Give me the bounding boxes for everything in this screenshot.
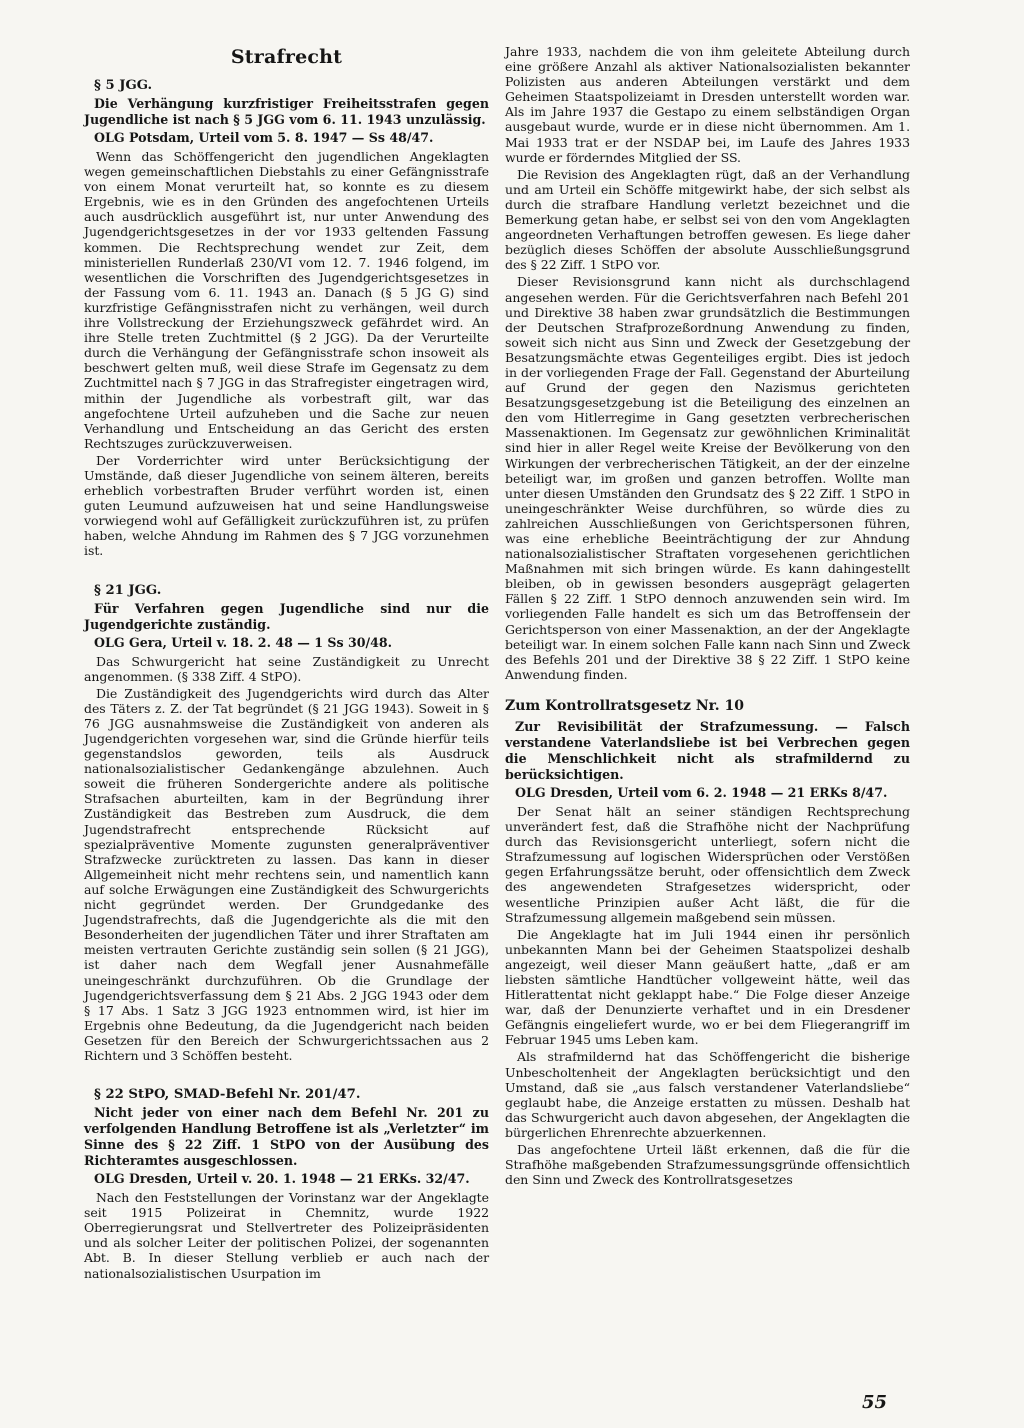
- case-heading: § 5 JGG.: [94, 78, 153, 93]
- paragraph: Der Senat hält an seiner ständigen Rechtsprechung unverändert fest, daß die Strafhöhe nicht der Nachprüfung durch das Revisionsgericht unterliegt, sofern nicht die Strafzumessung auf logischen Widersprüchen oder Verstößen gegen Erfahrungssätze beruht, oder offensichtlich dem Zweck des angewendeten Strafgesetzes widerspricht, oder wesentliche Prinzipien außer Acht läßt, die für die Strafzumessung allgemein maßgebend sein müssen.: [505, 803, 910, 925]
- section-title: Strafrecht: [230, 46, 343, 68]
- case-heading: § 22 StPO, SMAD-Befehl Nr. 201/47.: [94, 1087, 361, 1103]
- case-headnote: Die Verhängung kurzfristiger Freiheitsstrafen gegen Jugendliche ist nach § 5 JGG vom 6. 11. 1943 unzulässig.: [84, 96, 489, 127]
- case-headnote: Nicht jeder von einer nach dem Befehl Nr. 201 zu verfolgenden Handlung Betroffene ist als „Verletzter“ im Sinne des § 22 Ziff. 1 StPO von der Ausübung des Richteramtes ausgeschlossen.: [84, 1105, 489, 1169]
- page-number: 55: [862, 1392, 888, 1413]
- paragraph: Dieser Revisionsgrund kann nicht als durchschlagend angesehen werden. Für die Gerichtsverfahren nach Befehl 201 und Direktive 38 haben zwar grundsätzlich die Bestimmungen der Deutschen Strafprozeßordnung Anwendung zu finden, soweit sich nicht aus Sinn und Zweck der Gesetzgebung der Besatzungsmächte etwas Gegenteiliges ergibt. Dies ist jedoch in der vorliegenden Frage der Fall. Gegenstand der Aburteilung auf Grund der gegen den Nazismus gerichteten Besatzungsgesetzgebung ist die Beteiligung des einzelnen an den vom Hitlerregime in Gang gesetzten verbrecherischen Massenaktionen. Im Gegensatz zur gewöhnlichen Kriminalität sind hier in aller Regel weite Kreise der Bevölkerung von den Wirkungen der verbrecherischen Tätigkeit, an der der einzelne beteiligt war, im großen und ganzen betroffen. Wollte man unter diesen Umständen den Grundsatz des § 22 Ziff. 1 StPO in uneingeschränkter Weise durchführen, so würde dies zu zahlreichen Ausschließungen von Gerichtspersonen führen, was eine erhebliche Beeinträchtigung der zur Ahndung nationalsozialistischer Straftaten vorgesehenen gerichtlichen Maßnahmen mit sich bringen würde. Es kann dahingestellt bleiben, ob in gewissen besonders ausgeprägt gelagerten Fällen § 22 Ziff. 1 StPO dennoch anzuwenden sein wird. Im vorliegenden Falle handelt es sich um das Betroffensein der Gerichtsperson von einer Massenaktion, an der der Angeklagte beteiligt war. In einem solchen Falle kann nach Sinn und Zweck des Befehls 201 und der Direktive 38 § 22 Ziff. 1 StPO keine Anwendung finden.: [505, 274, 910, 682]
- left-column: [84, 46, 489, 1283]
- case-heading: § 21 JGG.: [94, 582, 162, 598]
- paragraph: Nach den Feststellungen der Vorinstanz war der Angeklagte seit 1915 Polizeirat in Chemnitz, wurde 1922 Oberregierungsrat und Stellvertreter des Polizeipräsidenten und als solcher Leiter der politischen Polizei, der sogenannten Abt. B. In dieser Stellung verblieb er auch nach der nationalsozialistischen Usurpation im: [84, 1190, 489, 1281]
- paragraph: Die Revision des Angeklagten rügt, daß an der Verhandlung und am Urteil ein Schöffe mitgewirkt habe, der sich selbst als durch die strafbare Handlung verletzt bezeichnet und die Bemerkung getan habe, er selbst sei von den vom Angeklagten angeordneten Verhaftungen betroffen gewesen. Es liege daher bezüglich dieses Schöffen der absolute Ausschließungsgrund des § 22 Ziff. 1 StPO vor.: [505, 166, 910, 273]
- case-kontrollratsgesetz: [505, 698, 910, 1187]
- paragraph: Das Schwurgericht hat seine Zuständigkeit zu Unrecht angenommen. (§ 338 Ziff. 4 StPO).: [84, 653, 489, 684]
- court-citation: OLG Dresden, Urteil vom 6. 2. 1948 — 21 ERKs 8/47.: [515, 784, 888, 800]
- case-headnote: Zur Revisibilität der Strafzumessung. — Falsch verstandene Vaterlandsliebe ist bei Verbrechen gegen die Menschlichkeit nicht als strafmildernd zu berücksichtigen.: [505, 718, 910, 782]
- court-citation: OLG Gera, Urteil v. 18. 2. 48 — 1 Ss 30/48.: [94, 634, 392, 650]
- paragraph: Wenn das Schöffengericht den jugendlichen Angeklagten wegen gemeinschaftlichen Diebstahls zu einer Gefängnisstrafe von einem Monat verurteilt hat, so konnte es zu diesem Ergebnis, wie es in den Gründen des angefochtenen Urteils auch ausdrücklich ausgeführt ist, nur unter Anwendung des Jugendgerichtsgesetzes in der vor 1933 geltenden Fassung kommen. Die Rechtsprechung wendet zur Zeit, dem ministeriellen Runderlaß 230/VI vom 12. 7. 1946 folgend, im wesentlichen die Vorschriften des Jugendgerichtsgesetzes in der Fassung vom 6. 11. 1943 an. Danach (§ 5 JG G) sind kurzfristige Gefängnisstrafen nicht zu verhängen, weil durch ihre Vollstreckung der Erziehungszweck gefährdet wird. An ihre Stelle treten Zuchtmittel (§ 2 JGG). Da der Verurteilte durch die Verhängung der Gefängnisstrafe schon insoweit als beschwert gelten muß, weil diese Strafe im Gegensatz zu dem Zuchtmittel nach § 7 JGG in das Strafregister eingetragen wird, mithin der Jugendliche als vorbestraft gilt, war das angefochtene Urteil aufzuheben und die Sache zur neuen Verhandlung und Entscheidung an das Gericht des ersten Rechtszuges zurückzuverweisen.: [84, 149, 489, 451]
- paragraph: Das angefochtene Urteil läßt erkennen, daß die für die Strafhöhe maßgebenden Strafzumessungsgründe offensichtlich den Sinn und Zweck des Kontrollratsgesetzes: [505, 1142, 910, 1188]
- case-jgg5: [84, 78, 489, 559]
- case-jgg21: [84, 583, 489, 1064]
- case-headnote: Für Verfahren gegen Jugendliche sind nur die Jugendgerichte zuständig.: [84, 600, 489, 632]
- case-stpo22: [84, 1087, 489, 1281]
- paragraph: Der Vorderrichter wird unter Berücksichtigung der Umstände, daß dieser Jugendliche von seinem älteren, bereits erheblich vorbestraften Bruder verführt worden ist, einen guten Leumund aufzuweisen hat und seine Handlungsweise vorwiegend wohl auf Gefälligkeit zurückzuführen ist, zu prüfen haben, welche Ahndung im Rahmen des § 7 JGG vorzunehmen ist.: [84, 452, 489, 559]
- paragraph: Als strafmildernd hat das Schöffengericht die bisherige Unbescholtenheit der Angeklagten berücksichtigt und den Umstand, daß sie „aus falsch verstandener Vaterlandsliebe“ geglaubt habe, die Anzeige erstatten zu müssen. Deshalb hat das Schwurgericht auch davon abgesehen, der Angeklagten die bürgerlichen Ehrenrechte abzuerkennen.: [505, 1049, 910, 1140]
- paragraph: Jahre 1933, nachdem die von ihm geleitete Abteilung durch eine größere Anzahl als aktiver Nationalsozialisten bekannter Polizisten aus anderen Abteilungen verstärkt und dem Geheimen Staatspolizeiamt in Dresden unterstellt worden war. Als im Jahre 1937 die Gestapo zu einem selbständigen Organ ausgebaut wurde, wurde er in diese nicht übernommen. Am 1. Mai 1933 trat er der NSDAP bei, im Laufe des Jahres 1933 wurde er förderndes Mitglied der SS.: [505, 44, 910, 165]
- paragraph: Die Angeklagte hat im Juli 1944 einen ihr persönlich unbekannten Mann bei der Geheimen Staatspolizei deshalb angezeigt, weil dieser Mann geäußert hatte, „daß er am liebsten sämtliche Handtücher vollgeweint hätte, weil das Hitlerattentat nicht geklappt habe.“ Die Folge dieser Anzeige war, daß der Denunzierte verhaftet und in ein Dresdener Gefängnis eingeliefert wurde, wo er bei dem Fliegerangriff im Februar 1945 ums Leben kam.: [505, 926, 910, 1048]
- court-citation: OLG Dresden, Urteil v. 20. 1. 1948 — 21 ERKs. 32/47.: [94, 1171, 470, 1187]
- court-citation: OLG Potsdam, Urteil vom 5. 8. 1947 — Ss 48/47.: [94, 130, 434, 145]
- paragraph: Die Zuständigkeit des Jugendgerichts wird durch das Alter des Täters z. Z. der Tat begründet (§ 21 JGG 1943). Soweit in § 76 JGG ausnahmsweise die Zuständigkeit von anderen als Jugendgerichten vorgesehen war, sind die Gründe hierfür teils gegenstandslos geworden, teils als Ausdruck nationalsozialistischer Gedankengänge abzulehnen. Auch soweit die früheren Sondergerichte andere als politische Strafsachen aburteilten, kam in der Begründung ihrer Zuständigkeit das Bestreben zum Ausdruck, die dem Jugendstrafrecht entsprechende Rücksicht auf spezialpräventive Momente zugunsten generalpräventiver Strafzwecke zurücktreten zu lassen. Das kann in dieser Allgemeinheit nicht mehr rechtens sein, und namentlich kann auf solche Erwägungen eine Zuständigkeit des Schwurgerichts nicht gegründet werden. Der Grundgedanke des Jugendstrafrechts, daß die Jugendgerichte als die mit den Besonderheiten der jugendlichen Täter und ihrer Straftaten am meisten vertrauten Gerichte zuständig sein sollen (§ 21 JGG), ist daher nach dem Wegfall jener Ausnahmefälle uneingeschränkt durchzuführen. Ob die Grundlage der Jugendgerichtsverfassung dem § 21 Abs. 2 JGG 1943 oder dem § 17 Abs. 1 Satz 3 JGG 1923 entnommen wird, ist hier im Ergebnis ohne Bedeutung, da die Jugendgericht nach beiden Gesetzen für den Bereich der Schwurgerichtssachen aus 2 Richtern und 3 Schöffen besteht.: [84, 685, 489, 1063]
- section-heading: Zum Kontrollratsgesetz Nr. 10: [505, 697, 744, 714]
- right-column: [505, 44, 910, 1189]
